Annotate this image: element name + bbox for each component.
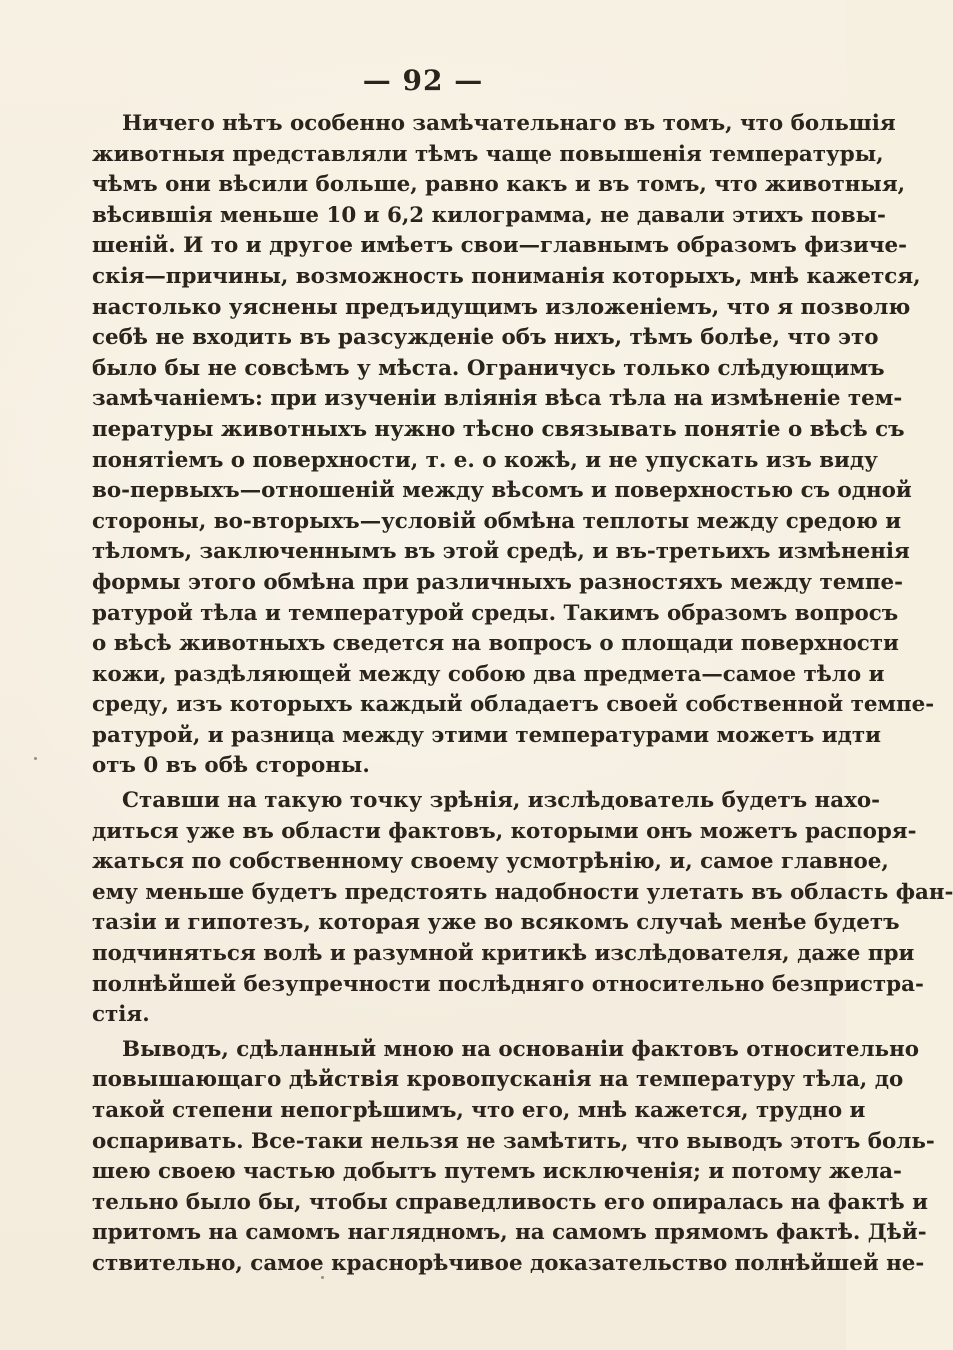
text-line: тельно было бы, чтобы справедливость его опиралась на фактѣ и — [92, 1189, 928, 1215]
paragraph-1 — [92, 109, 935, 782]
text-line: притомъ на самомъ наглядномъ, на самомъ прямомъ фактѣ. Дѣй- — [92, 1220, 927, 1246]
text-line: шеній. И то и другое имѣетъ свои—главнымъ образомъ физиче- — [92, 233, 908, 259]
text-line: настолько уяснены предъидущимъ изложеніемъ, что я позволю — [92, 294, 911, 320]
paper-speck — [34, 757, 37, 760]
text-line: кожи, раздѣляющей между собою два предмета—самое тѣло и — [92, 661, 885, 687]
text-line: тѣломъ, заключеннымъ въ этой средѣ, и въ-третьихъ измѣненія — [92, 539, 910, 565]
text-line: пературы животныхъ нужно тѣсно связывать понятіе о вѣсѣ съ — [92, 416, 905, 442]
text-line: животныя представляли тѣмъ чаще повышенія температуры, — [92, 141, 884, 167]
paragraph-3 — [92, 1035, 935, 1280]
text-line: стороны, во-вторыхъ—условій обмѣна теплоты между средою и — [92, 508, 902, 534]
text-line: оспаривать. Все-таки нельзя не замѣтить, что выводъ этотъ боль- — [92, 1128, 935, 1154]
paper-speck — [321, 1276, 324, 1279]
text-line: ратурой тѣла и температурой среды. Такимъ образомъ вопросъ — [92, 600, 899, 626]
text-line: отъ 0 въ обѣ стороны. — [92, 753, 370, 779]
text-line: тазіи и гипотезъ, которая уже во всякомъ случаѣ менѣе будетъ — [92, 910, 900, 936]
body-text — [92, 109, 953, 1280]
text-line: повышающаго дѣйствія кровопусканія на температуру тѣла, до — [92, 1067, 904, 1093]
text-line: скія—причины, возможность пониманія которыхъ, мнѣ кажется, — [92, 263, 921, 289]
text-line: Ставши на такую точку зрѣнія, изслѣдователь будетъ нахо- — [122, 788, 880, 814]
text-line: жаться по собственному своему усмотрѣнію, и, самое главное, — [92, 849, 889, 875]
text-line: подчиняться волѣ и разумной критикѣ изслѣдователя, даже при — [92, 941, 915, 967]
text-line: ему меньше будетъ предстоять надобности улетать въ область фан- — [92, 879, 953, 905]
text-line: полнѣйшей безупречности послѣдняго относительно безпристра- — [92, 971, 924, 997]
text-line: Ничего нѣтъ особенно замѣчательнаго въ томъ, что большія — [122, 111, 896, 136]
text-line: шею своею частью добытъ путемъ исключенія; и потому жела- — [92, 1159, 902, 1185]
text-line: ствительно, самое краснорѣчивое доказательство полнѣйшей не- — [92, 1250, 925, 1276]
text-line: среду, изъ которыхъ каждый обладаетъ своей собственной темпе- — [92, 692, 935, 718]
text-line: такой степени непогрѣшимъ, что его, мнѣ кажется, трудно и — [92, 1098, 866, 1123]
text-line: вѣсившія меньше 10 и 6,2 килограмма, не давали этихъ повы- — [92, 202, 886, 228]
page-number: — 92 — — [362, 64, 484, 97]
text-line: замѣчаніемъ: при изученіи вліянія вѣса тѣла на измѣненіе тем- — [92, 386, 903, 412]
text-line: было бы не совсѣмъ у мѣста. Ограничусь только слѣдующимъ — [92, 355, 885, 381]
text-line: во-первыхъ—отношеній между вѣсомъ и поверхностью съ одной — [92, 478, 912, 504]
text-line: чѣмъ они вѣсили больше, равно какъ и въ томъ, что животныя, — [92, 172, 906, 198]
text-line: ратурой, и разница между этими температурами можетъ идти — [92, 722, 881, 748]
text-line: Выводъ, сдѣланный мною на основаніи фактовъ относительно — [122, 1036, 919, 1062]
text-line: о вѣсѣ животныхъ сведется на вопросъ о площади поверхности — [92, 631, 899, 657]
text-line: понятіемъ о поверхности, т. е. о кожѣ, и не упускать изъ виду — [92, 447, 878, 473]
text-line: формы этого обмѣна при различныхъ разностяхъ между темпе- — [92, 569, 904, 595]
text-line: стія. — [92, 1002, 150, 1028]
text-line: диться уже въ области фактовъ, которыми онъ можетъ распоря- — [92, 818, 917, 844]
paragraph-2 — [92, 786, 953, 1031]
text-line: себѣ не входить въ разсужденіе объ нихъ, тѣмъ болѣе, что это — [92, 325, 879, 351]
